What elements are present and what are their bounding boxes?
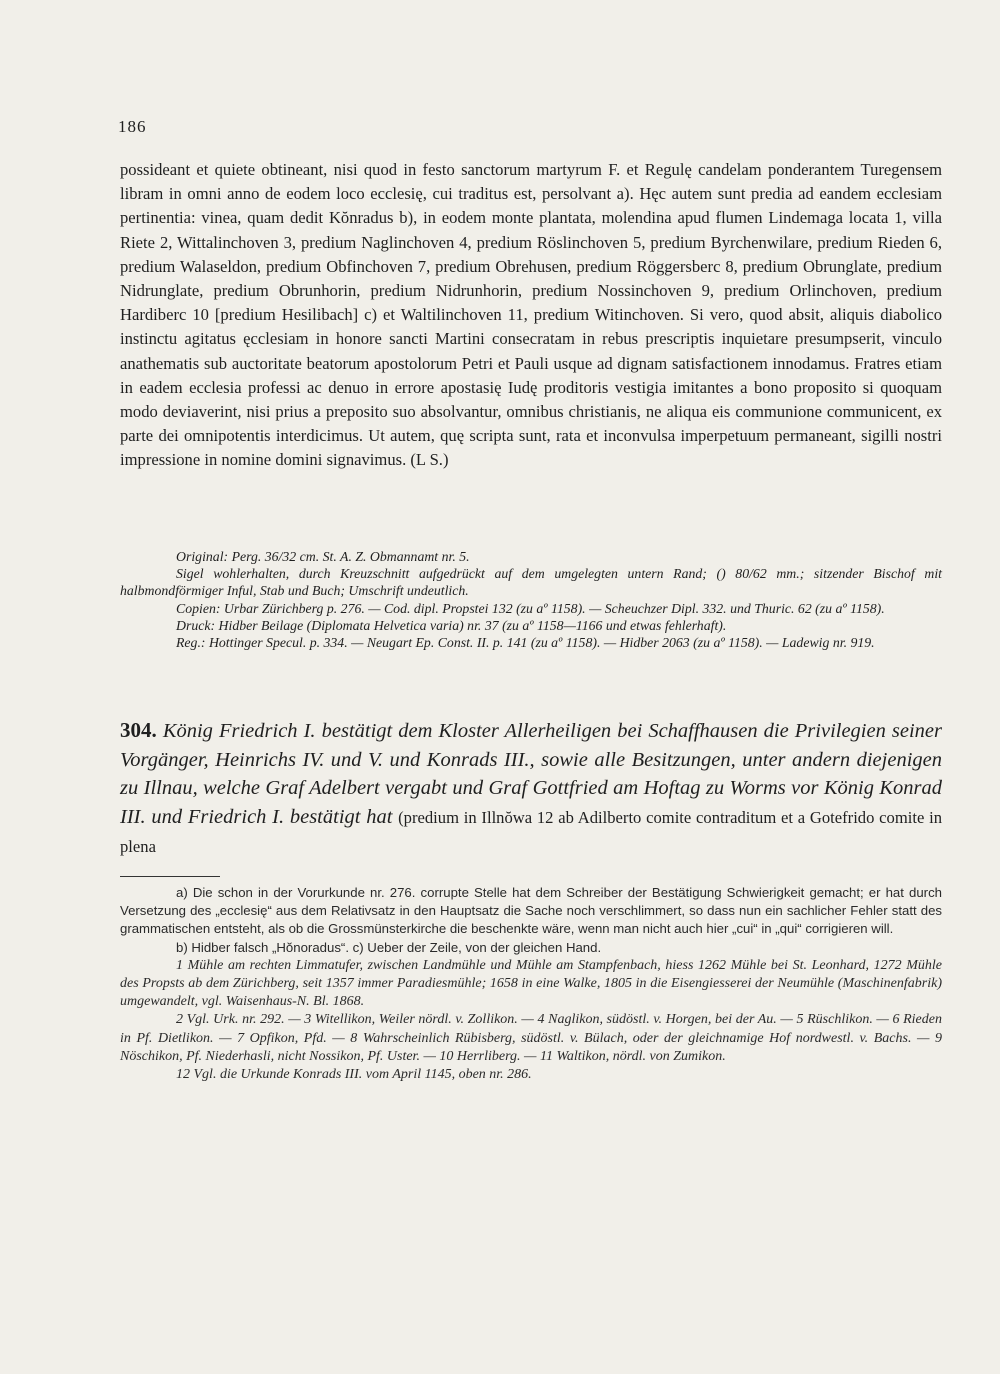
footnote-2-11: 2 Vgl. Urk. nr. 292. — 3 Witellikon, Weiler nördl. v. Zollikon. — 4 Naglikon, südöstl. v. Horgen, bei der Au. — 5 Rüschlikon. — 6 Rieden in Pf. Dietlikon. — 7 Opfikon, Pfd. — 8 Wahrscheinlich Rübisberg, südöstl. v. Bülach, oder der gleichnamige Hof nordwestl. v. Bachs. — 9 Nöschikon, Pf. Niederhasli, nicht Nossikon, Pf. Uster. — 10 Herrliberg. — 11 Waltikon, nördl. von Zumikon. [120, 1012, 942, 1064]
document-text-start: (predium in Illnŏwa 12 ab Adilberto comite contraditum et a Gotefrido comite in plena [120, 807, 942, 857]
meta-seal: Sigel wohlerhalten, durch Kreuzschnitt aufgedrückt auf dem umgelegten untern Rand; () 80/62 mm.; sitzender Bischof mit halbmondförmiger Inful, Stab und Buch; Umschrift undeutlich. [120, 566, 942, 599]
document-number: 304. [120, 718, 157, 742]
archival-notes [120, 548, 942, 651]
main-text [120, 158, 942, 473]
document-title: König Friedrich I. bestätigt dem Kloster Allerheiligen bei Schaffhausen die Privilegien seiner Vorgänger, Heinrichs IV. und V. und Konrads III., sowie alle Besitzungen, unter andern diejenigen zu Illnau, welche Graf Adelbert vergabt und Graf Gottfried am Hoftag zu Worms vor König Konrad III. und Friedrich I. bestätigt hat [120, 720, 943, 828]
meta-original: Original: Perg. 36/32 cm. St. A. Z. Obmannamt nr. 5. [176, 549, 470, 564]
body-paragraph: possideant et quiete obtineant, nisi quod in festo sanctorum martyrum F. et Regulę candelam ponderantem Turegensem libram in omni anno de eodem loco ecclesię, cui traditus est, persolvant a). Hęc autem sunt predia ad eandem ecclesiam pertinentia: vinea, quam dedit Kŏnradus b), in eodem monte plantata, molendina apud flumen Lindemaga locata 1, villa Riete 2, Wittalinchoven 3, predium Naglinchoven 4, predium Röslinchoven 5, predium Byrchenwilare, predium Rieden 6, predium Walaseldon, predium Obfinchoven 7, predium Obrehusen, predium Röggersberc 8, predium Obrunglate, predium Nidrunglate, predium Obrunhorin, predium Nidrunhorin, predium Nossinchoven 9, predium Orlinchoven, predium Hardiberc 10 [predium Hesilibach] c) et Waltilinchoven 11, predium Witinchoven. Si vero, quod absit, aliquis diabolico instinctu agitatus ęcclesiam in honore sancti Martini consecratam in rebus prescriptis inquietare presumpserit, vinculo anathematis sub auctoritate beatorum apostolorum Petri et Pauli usque ad dignam satisfactionem innodamus. Fratres etiam in eadem ecclesia professi ac denuo in errore apostasię Iudę proditoris vestigia imitantes a bono proposito si quoquam modo deviaverint, nisi prius a preposito suo absolvantur, omnibus christianis, ne aliqua eis communione communicent, ex parte dei omnipotentis interdicimus. Ut autem, quę scripta sunt, rata et inconvulsa imperpetuum permaneant, sigilli nostri impressione in nomine domini signavimus. (L S.) [120, 160, 942, 470]
meta-print: Druck: Hidber Beilage (Diplomata Helvetica varia) nr. 37 (zu aº 1158—1166 und etwas fehlerhaft). [176, 617, 727, 633]
footnote-divider [120, 876, 220, 877]
document-heading [120, 716, 942, 862]
page-number: 186 [118, 117, 147, 136]
footnote-b-c: b) Hidber falsch „Hŏnoradus“. c) Ueber der Zeile, von der gleichen Hand. [176, 939, 602, 955]
meta-copies: Copien: Urbar Zürichberg p. 276. — Cod. dipl. Propstei 132 (zu aº 1158). — Scheuchzer Dipl. 332. und Thuric. 62 (zu aº 1158). [176, 600, 885, 616]
footnote-12: 12 Vgl. die Urkunde Konrads III. vom April 1145, oben nr. 286. [176, 1067, 532, 1083]
footnotes [120, 884, 942, 1084]
footnote-a: a) Die schon in der Vorurkunde nr. 276. corrupte Stelle hat dem Schreiber der Bestätigung Schwierigkeit gemacht; er hat durch Versetzung des „ecclesię“ aus dem Relativsatz in den Hauptsatz die Sache noch verschlimmert, so dass nun ein sachlicher Fehler statt des grammatischen entsteht, als ob die Grossmünsterkirche die beschenkte wäre, wenn man nicht auch hier „cui“ in „qui“ corrigieren will. [120, 885, 942, 937]
meta-regest: Reg.: Hottinger Specul. p. 334. — Neugart Ep. Const. II. p. 141 (zu aº 1158). — Hidber 2063 (zu aº 1158). — Ladewig nr. 919. [176, 635, 875, 651]
footnote-1: 1 Mühle am rechten Limmatufer, zwischen Landmühle und Mühle am Stampfenbach, hiess 1262 Mühle bei St. Leonhard, 1272 Mühle des Propsts ab dem Zürichberg, seit 1357 immer Paradiesmühle; 1658 in eine Walke, 1805 in die Eisengiesserei der Neumühle (Maschinenfabrik) umgewandelt, vgl. Waisenhaus-N. Bl. 1868. [120, 957, 942, 1010]
